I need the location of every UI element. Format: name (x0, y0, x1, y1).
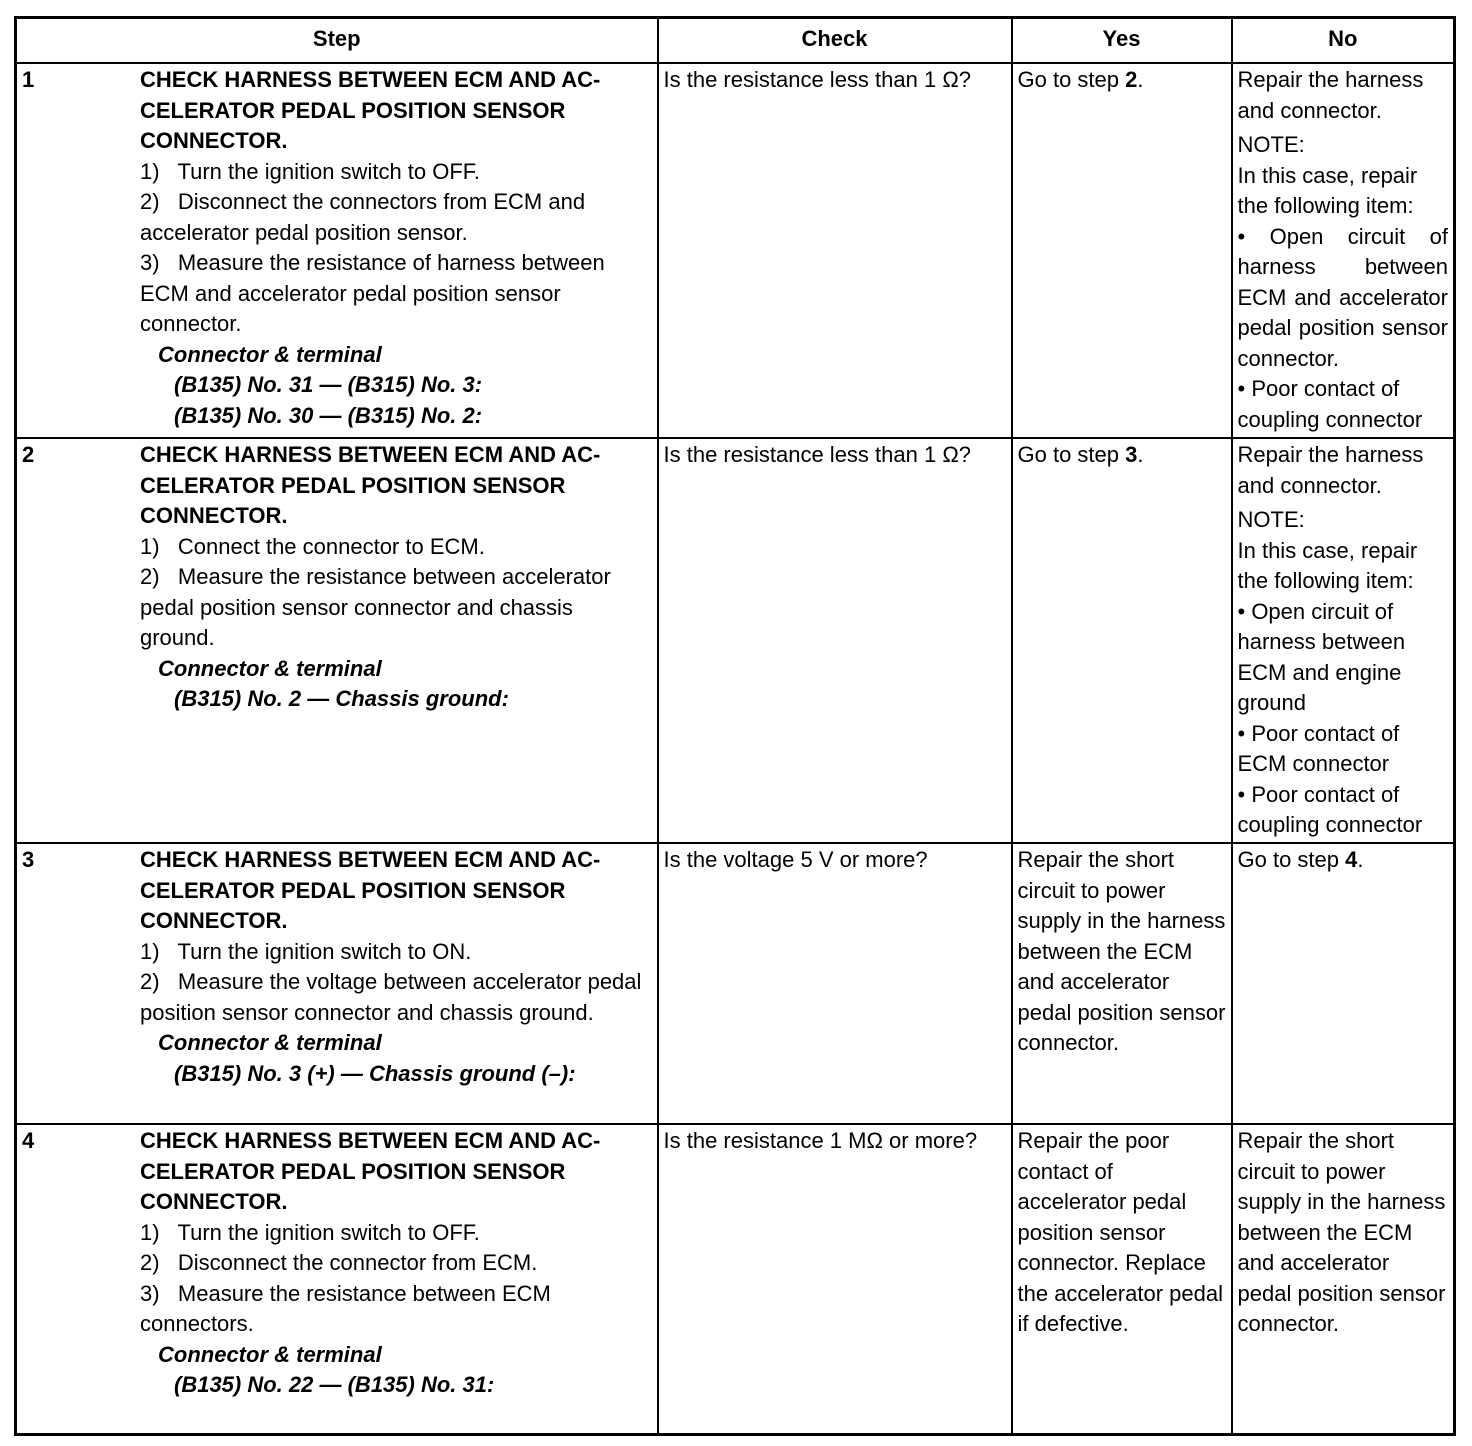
terminal-line: (B135) No. 30 — (B315) No. 2: (174, 402, 483, 428)
step-title-line: CELERATOR PEDAL POSITION SENSOR (140, 472, 566, 498)
step-cell (16, 843, 658, 1124)
yes-cell: Repair the short circuit to power supply in the harness between the ECM and accelerator pedal position sensor connector. (1012, 843, 1232, 1124)
no-step: 4 (1345, 847, 1358, 872)
yes-suffix: . (1137, 442, 1144, 467)
step-number: 4 (22, 1128, 35, 1153)
no-item: • Poor contact of coupling connector (1237, 781, 1423, 837)
procedure-step: 2) Disconnect the connectors from ECM and accelerator pedal position sensor. (140, 189, 592, 245)
yes-suffix: . (1137, 67, 1144, 92)
no-intro: In this case, repair the following item: (1237, 537, 1418, 593)
step-title-line: CONNECTOR. (140, 1189, 288, 1214)
procedure-step: 1) Turn the ignition switch to ON. (140, 938, 472, 964)
step-number: 2 (22, 442, 35, 467)
diagnostic-table (14, 16, 1456, 1436)
yes-cell (1012, 438, 1232, 843)
procedure-step: 3) Measure the resistance between ECM connectors. (140, 1280, 557, 1336)
check-cell: Is the resistance less than 1 Ω? (658, 63, 1012, 438)
header-step: Step (16, 18, 658, 64)
note-label: NOTE: (1237, 507, 1305, 532)
note-label: NOTE: (1237, 132, 1305, 157)
terminal-label: Connector & terminal (158, 655, 382, 681)
terminal-line: (B135) No. 22 — (B135) No. 31: (174, 1372, 495, 1397)
no-cell (1232, 843, 1455, 1124)
step-number: 1 (22, 67, 35, 92)
no-cell (1232, 438, 1455, 843)
yes-cell (1012, 63, 1232, 438)
no-lead: Repair the harness and connector. (1237, 442, 1424, 498)
step-title-line: CHECK HARNESS BETWEEN ECM AND AC- (140, 442, 601, 467)
yes-cell: Repair the poor contact of accelerator pedal position sensor connector. Replace the accelerator pedal if defective. (1012, 1124, 1232, 1434)
step-title-line: CONNECTOR. (140, 128, 288, 153)
step-title-line: CELERATOR PEDAL POSITION SENSOR (140, 1158, 566, 1184)
terminal-label: Connector & terminal (158, 341, 382, 367)
terminal-line: (B315) No. 3 (+) — Chassis ground (–): (174, 1060, 576, 1086)
yes-step: 3 (1125, 442, 1138, 467)
no-prefix: Go to step (1237, 847, 1346, 872)
terminal-label: Connector & terminal (158, 1341, 382, 1367)
check-cell: Is the resistance 1 MΩ or more? (658, 1124, 1012, 1434)
header-row (16, 18, 1455, 64)
procedure-step: 1) Turn the ignition switch to OFF. (140, 1219, 480, 1245)
yes-prefix: Go to step (1017, 442, 1126, 467)
step-title-line: CHECK HARNESS BETWEEN ECM AND AC- (140, 67, 601, 92)
step-title-line: CHECK HARNESS BETWEEN ECM AND AC- (140, 1128, 601, 1153)
step-cell (16, 1124, 658, 1434)
step-title-line: CELERATOR PEDAL POSITION SENSOR (140, 877, 566, 903)
procedure-step: 2) Disconnect the connector from ECM. (140, 1250, 538, 1275)
header-check: Check (658, 18, 1012, 64)
no-item: • Open circuit of harness between ECM and accelerator pedal position sensor connector. (1237, 223, 1448, 371)
header-no: No (1232, 18, 1455, 64)
terminal-line: (B315) No. 2 — Chassis ground: (174, 686, 509, 711)
procedure-step: 2) Measure the voltage between accelerator pedal position sensor connector and chassis ground. (140, 969, 648, 1025)
step-title-line: CONNECTOR. (140, 908, 288, 933)
step-title-line: CELERATOR PEDAL POSITION SENSOR (140, 97, 566, 123)
step-cell (16, 63, 658, 438)
table-row (16, 63, 1455, 438)
table-row (16, 1124, 1455, 1434)
procedure-step: 2) Measure the resistance between accelerator pedal position sensor connector and chassis ground. (140, 564, 617, 650)
no-cell (1232, 63, 1455, 438)
yes-step: 2 (1125, 67, 1138, 92)
no-cell: Repair the short circuit to power supply in the harness between the ECM and accelerator pedal position sensor connector. (1232, 1124, 1455, 1434)
procedure-step: 1) Connect the connector to ECM. (140, 533, 485, 559)
step-title-line: CONNECTOR. (140, 503, 288, 528)
step-number: 3 (22, 847, 35, 872)
check-cell: Is the resistance less than 1 Ω? (658, 438, 1012, 843)
step-title-line: CHECK HARNESS BETWEEN ECM AND AC- (140, 847, 601, 872)
yes-prefix: Go to step (1017, 67, 1126, 92)
procedure-step: 3) Measure the resistance of harness between ECM and accelerator pedal position sensor connector. (140, 250, 611, 336)
no-intro: In this case, repair the following item: (1237, 162, 1418, 218)
terminal-line: (B135) No. 31 — (B315) No. 3: (174, 372, 483, 397)
step-cell (16, 438, 658, 843)
no-item: • Poor contact of ECM connector (1237, 720, 1400, 776)
terminal-label: Connector & terminal (158, 1030, 382, 1055)
header-yes: Yes (1012, 18, 1232, 64)
no-item: • Poor contact of coupling connector (1237, 376, 1423, 432)
table-row (16, 843, 1455, 1124)
no-lead: Repair the harness and connector. (1237, 67, 1424, 123)
procedure-step: 1) Turn the ignition switch to OFF. (140, 158, 480, 184)
check-cell: Is the voltage 5 V or more? (658, 843, 1012, 1124)
table-row (16, 438, 1455, 843)
no-suffix: . (1357, 847, 1364, 872)
no-item: • Open circuit of harness between ECM and engine ground (1237, 598, 1406, 715)
